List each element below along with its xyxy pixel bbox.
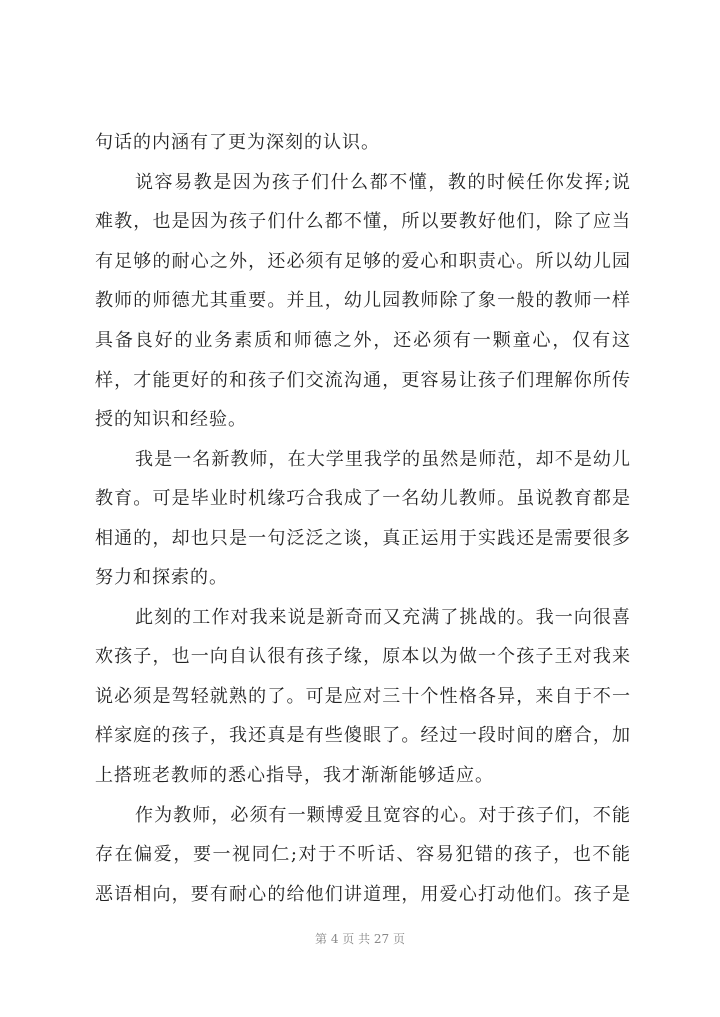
text-line: 样家庭的孩子，我还真是有些傻眼了。经过一段时间的磨合，加: [95, 725, 630, 746]
text-line: 授的知识和经验。: [95, 409, 247, 430]
text-line: 作为教师，必须有一颗博爱且宽容的心。对于孩子们，不能: [135, 805, 630, 826]
text-line: 我是一名新教师，在大学里我学的虽然是师范，却不是幼儿: [135, 449, 630, 470]
text-line: 欢孩子，也一向自认很有孩子缘，原本以为做一个孩子王对我来: [95, 646, 630, 667]
text-line: 具备良好的业务素质和师德之外，还必须有一颗童心，仅有这: [95, 330, 630, 351]
text-line: 相通的，却也只是一句泛泛之谈，真正运用于实践还是需要很多: [95, 528, 630, 549]
text-line: 样，才能更好的和孩子们交流沟通，更容易让孩子们理解你所传: [95, 370, 630, 391]
text-line: 恶语相向，要有耐心的给他们讲道理，用爱心打动他们。孩子是: [95, 884, 630, 905]
text-line: 句话的内涵有了更为深刻的认识。: [95, 132, 380, 153]
text-line: 存在偏爱，要一视同仁;对于不听话、容易犯错的孩子，也不能: [95, 844, 630, 865]
text-line: 上搭班老教师的悉心指导，我才渐渐能够适应。: [95, 765, 494, 786]
text-line: 说必须是驾轻就熟的了。可是应对三十个性格各异，来自于不一: [95, 686, 630, 707]
text-line: 难教，也是因为孩子们什么都不懂，所以要教好他们，除了应当: [95, 211, 630, 232]
text-line: 有足够的耐心之外，还必须有足够的爱心和职责心。所以幼儿园: [95, 251, 630, 272]
text-line: 努力和探索的。: [95, 567, 228, 588]
text-line: 此刻的工作对我来说是新奇而又充满了挑战的。我一向很喜: [135, 607, 630, 628]
text-line: 教育。可是毕业时机缘巧合我成了一名幼儿教师。虽说教育都是: [95, 488, 630, 509]
text-line: 教师的师德尤其重要。并且，幼儿园教师除了象一般的教师一样: [95, 290, 630, 311]
text-line: 说容易教是因为孩子们什么都不懂，教的时候任你发挥;说: [135, 172, 630, 193]
page-number-footer: 第 4 页 共 27 页: [315, 932, 405, 946]
